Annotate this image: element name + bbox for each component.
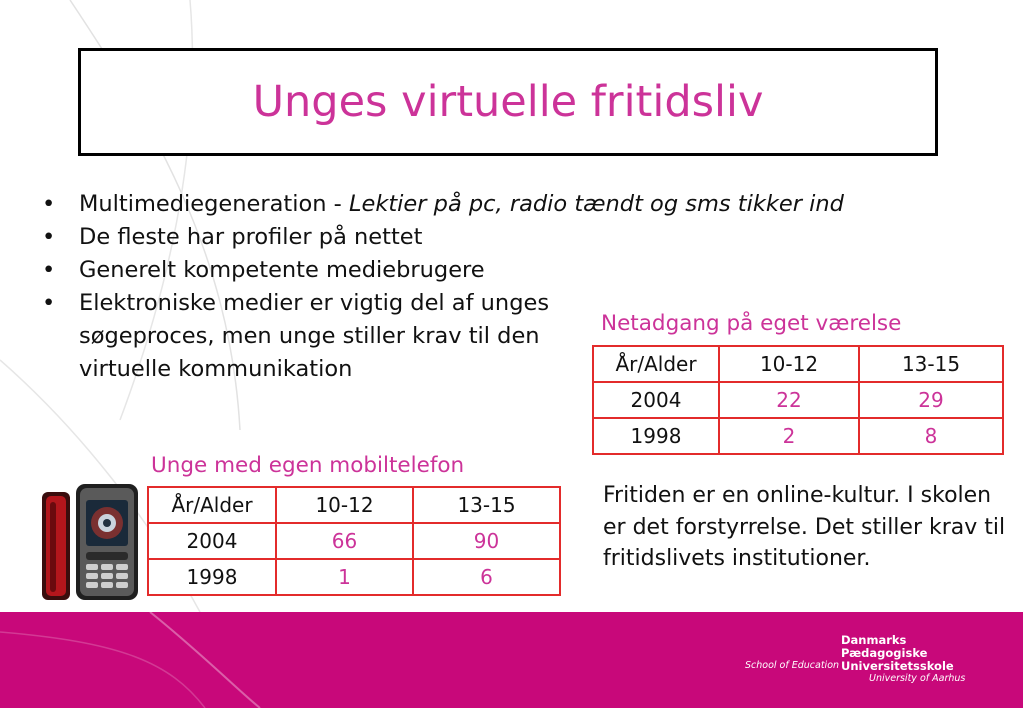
table-value-cell: 22 (719, 382, 859, 418)
slide-title: Unges virtuelle fritidsliv (252, 76, 764, 127)
table-year-cell: 2004 (593, 382, 719, 418)
body-paragraph: Fritiden er en online-kultur. I skolen er det forstyrrelse. Det stiller krav til fritidslivets institutioner. (603, 483, 1006, 571)
bullet-text: De fleste har profiler på nettet (79, 224, 423, 250)
table-year-cell: 1998 (593, 418, 719, 454)
bullet-italic-text: Lektier på pc, radio tændt og sms tikker ind (348, 191, 844, 217)
table-value-cell: 29 (859, 382, 1003, 418)
bullet-item (42, 254, 1002, 287)
table-header-row (593, 346, 1003, 382)
bullet-item (42, 188, 1002, 221)
bullet-text: Elektroniske medier er vigtig del af unges søgeproces, men unge stiller krav til den virtuelle kommunikation (79, 290, 550, 382)
logo-city-text: University of Aarhus (869, 673, 966, 684)
logo-name-block (841, 634, 961, 673)
table-year-cell: 1998 (148, 559, 276, 595)
table-header-cell: 10-12 (276, 487, 413, 523)
table-header-cell: År/Alder (148, 487, 276, 523)
table-row (148, 523, 560, 559)
bullet-dot-icon: • (42, 224, 56, 250)
table-value-cell: 66 (276, 523, 413, 559)
bullet-dot-icon: • (42, 290, 56, 316)
title-box (78, 48, 938, 156)
bullet-item (42, 221, 1002, 254)
table-header-cell: 13-15 (413, 487, 560, 523)
logo-line: Danmarks (841, 633, 907, 647)
bullet-item (42, 287, 557, 386)
bullet-text: Generelt kompetente mediebrugere (79, 257, 485, 283)
table-year-cell: 2004 (148, 523, 276, 559)
logo-line: Universitetsskole (841, 659, 954, 673)
table-header-cell: År/Alder (593, 346, 719, 382)
table-row (148, 559, 560, 595)
table-value-cell: 8 (859, 418, 1003, 454)
bullet-dot-icon: • (42, 257, 56, 283)
bullet-text: Multimediegeneration - (79, 191, 349, 217)
table-value-cell: 2 (719, 418, 859, 454)
mobile-table-title: Unge med egen mobiltelefon (151, 453, 465, 478)
table-row (593, 382, 1003, 418)
logo-school-text: School of Education (745, 660, 840, 671)
net-access-table (592, 345, 1004, 455)
net-table-title: Netadgang på eget værelse (601, 311, 902, 336)
table-value-cell: 1 (276, 559, 413, 595)
table-header-row (148, 487, 560, 523)
table-header-cell: 10-12 (719, 346, 859, 382)
university-logo (723, 634, 973, 694)
table-row (593, 418, 1003, 454)
mobile-phone-table (147, 486, 561, 596)
mobile-phone-image (34, 478, 144, 602)
table-value-cell: 6 (413, 559, 560, 595)
logo-line: Pædagogiske (841, 646, 928, 660)
table-header-cell: 13-15 (859, 346, 1003, 382)
table-value-cell: 90 (413, 523, 560, 559)
bullet-dot-icon: • (42, 191, 56, 217)
